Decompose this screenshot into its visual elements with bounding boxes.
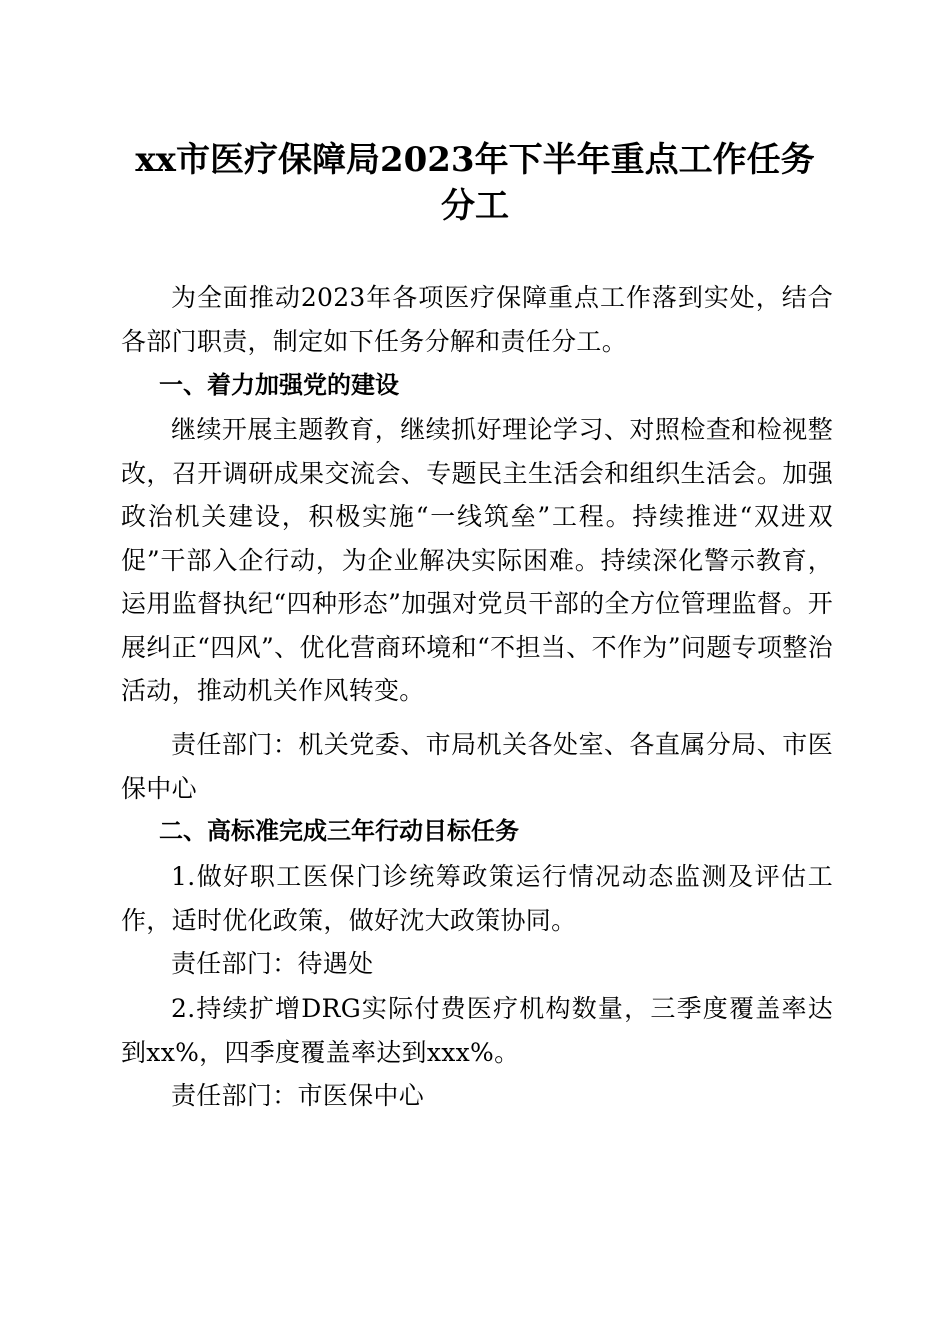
- intro-paragraph: 为全面推动2023年各项医疗保障重点工作落到实处，结合各部门职责，制定如下任务分解和责任分工。: [121, 283, 833, 356]
- document-title-line-1: xx市医疗保障局2023年下半年重点工作任务: [135, 140, 815, 180]
- document-title-line-2: 分工: [441, 186, 509, 226]
- section-1-paragraph: 继续开展主题教育，继续抓好理论学习、对照检查和检视整改，召开调研成果交流会、专题民主生活会和组织生活会。加强政治机关建设，积极实施“一线筑垒”工程。持续推进“双进双促”干部入企行动，为企业解决实际困难。持续深化警示教育，运用监督执纪“四种形态”加强对党员干部的全方位管理监督。开展纠正“四风”、优化营商环境和“不担当、不作为”问题专项整治活动，推动机关作风转变。: [121, 415, 833, 705]
- section-2-item-2: 2.持续扩增DRG实际付费医疗机构数量，三季度覆盖率达到xx%，四季度覆盖率达到xxx%。: [121, 994, 833, 1067]
- section-1-heading: 一、着力加强党的建设: [159, 371, 399, 399]
- section-2-item-2-responsible-department: 责任部门：市医保中心: [171, 1081, 425, 1110]
- section-2-item-1-responsible-department: 责任部门：待遇处: [171, 949, 374, 978]
- section-2-heading: 二、高标准完成三年行动目标任务: [159, 817, 519, 845]
- section-1-responsible-department: 责任部门：机关党委、市局机关各处室、各直属分局、市医保中心: [121, 730, 833, 803]
- section-2-item-1: 1.做好职工医保门诊统筹政策运行情况动态监测及评估工作，适时优化政策，做好沈大政策协同。: [121, 862, 833, 935]
